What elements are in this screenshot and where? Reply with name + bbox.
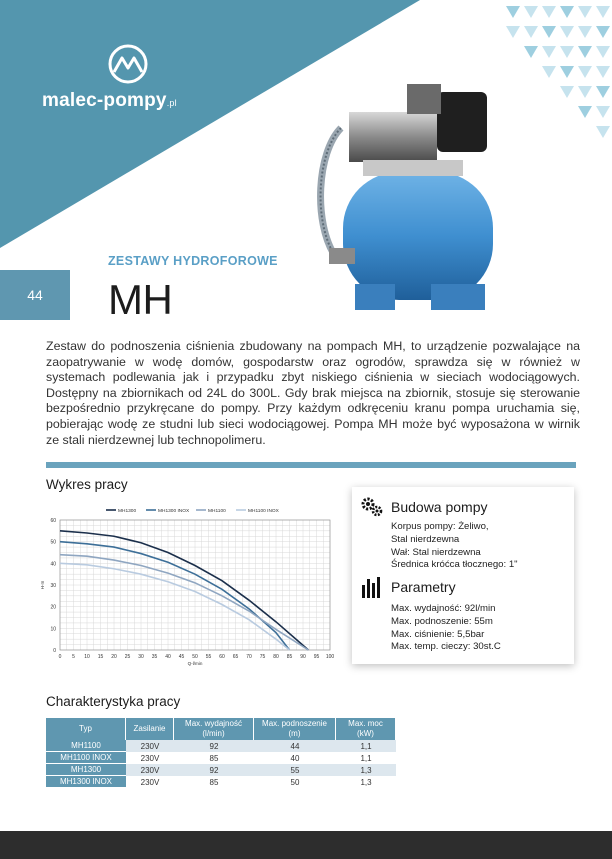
pump-illustration bbox=[295, 72, 495, 320]
logo-mark-icon bbox=[106, 42, 150, 86]
x-axis-label: Q-l/min bbox=[187, 661, 203, 666]
footer-bar bbox=[0, 831, 612, 859]
table-cell: 85 bbox=[174, 776, 254, 788]
param-item: Max. temp. cieczy: 30st.C bbox=[391, 641, 501, 653]
x-tick-label: 40 bbox=[165, 654, 171, 660]
x-tick-label: 5 bbox=[72, 654, 75, 660]
table-row bbox=[46, 752, 396, 764]
x-tick-label: 90 bbox=[300, 654, 306, 660]
table-cell: 1,1 bbox=[336, 752, 396, 764]
param-item: Max. podnoszenie: 55m bbox=[391, 615, 493, 627]
info-card bbox=[352, 487, 574, 664]
category-title: ZESTAWY HYDROFOROWE bbox=[108, 254, 278, 268]
row-type-cell: MH1300 bbox=[46, 764, 126, 776]
performance-chart bbox=[36, 500, 342, 668]
pattern-triangle bbox=[596, 126, 610, 138]
build-item: Wał: Stal nierdzewna bbox=[391, 546, 481, 558]
x-tick-label: 35 bbox=[151, 654, 158, 660]
pattern-triangle bbox=[542, 46, 556, 58]
pattern-triangle bbox=[596, 26, 610, 38]
x-tick-label: 85 bbox=[286, 654, 293, 660]
pattern-triangle bbox=[560, 26, 574, 38]
pattern-triangle bbox=[542, 66, 556, 78]
pattern-triangle bbox=[524, 46, 538, 58]
x-tick-label: 55 bbox=[205, 654, 212, 660]
table-cell: 1,3 bbox=[336, 776, 396, 788]
table-header-row bbox=[46, 718, 396, 740]
column-header: Typ bbox=[46, 718, 126, 740]
table-cell: 92 bbox=[174, 764, 254, 776]
section-divider bbox=[46, 462, 576, 468]
page-number: 44 bbox=[0, 270, 70, 320]
table-cell: 85 bbox=[174, 752, 254, 764]
table-cell: 92 bbox=[174, 740, 254, 752]
pattern-triangle bbox=[578, 6, 592, 18]
pattern-triangle bbox=[578, 86, 592, 98]
gears-icon bbox=[360, 496, 384, 518]
row-type-cell: MH1300 INOX bbox=[46, 776, 126, 788]
y-tick-label: 50 bbox=[50, 539, 56, 546]
table-cell: 50 bbox=[254, 776, 336, 788]
legend-label: MH1300 bbox=[118, 509, 137, 514]
table-row bbox=[46, 740, 396, 752]
spec-table bbox=[46, 718, 396, 788]
x-tick-label: 75 bbox=[259, 654, 266, 660]
x-tick-label: 15 bbox=[97, 654, 104, 660]
column-header: Max. moc (kW) bbox=[336, 718, 396, 740]
pattern-triangle bbox=[524, 26, 538, 38]
x-tick-label: 50 bbox=[192, 654, 198, 660]
pattern-triangle bbox=[596, 86, 610, 98]
pattern-triangle bbox=[596, 6, 610, 18]
pattern-triangle bbox=[542, 6, 556, 18]
pattern-triangle bbox=[524, 6, 538, 18]
table-row bbox=[46, 776, 396, 788]
build-list bbox=[391, 521, 518, 572]
pattern-triangle bbox=[578, 46, 592, 58]
build-item: Średnica króćca tłocznego: 1" bbox=[391, 559, 518, 571]
row-type-cell: MH1100 bbox=[46, 740, 126, 752]
x-tick-label: 0 bbox=[58, 654, 62, 660]
table-cell: 1,1 bbox=[336, 740, 396, 752]
table-cell: 1,3 bbox=[336, 764, 396, 776]
pattern-triangle bbox=[506, 6, 520, 18]
table-cell: 230V bbox=[126, 740, 174, 752]
column-header: Max. podnoszenie (m) bbox=[254, 718, 336, 740]
table-cell: 230V bbox=[126, 776, 174, 788]
table-body bbox=[46, 740, 396, 788]
table-heading: Charakterystyka pracy bbox=[46, 694, 181, 709]
legend-label: MH1100 INOX bbox=[248, 509, 279, 514]
x-tick-label: 30 bbox=[138, 654, 144, 660]
params-heading: Parametry bbox=[360, 575, 456, 599]
table-cell: 40 bbox=[254, 752, 336, 764]
x-tick-label: 70 bbox=[246, 654, 252, 660]
table-cell: 230V bbox=[126, 764, 174, 776]
table-cell: 55 bbox=[254, 764, 336, 776]
table-cell: 44 bbox=[254, 740, 336, 752]
triangle-pattern bbox=[502, 0, 612, 145]
pattern-triangle bbox=[596, 46, 610, 58]
x-tick-label: 25 bbox=[124, 654, 131, 660]
pattern-triangle bbox=[506, 26, 520, 38]
x-tick-label: 80 bbox=[273, 654, 279, 660]
pattern-triangle bbox=[542, 26, 556, 38]
build-item: Stal nierdzewna bbox=[391, 533, 460, 545]
pattern-triangle bbox=[560, 6, 574, 18]
pattern-triangle bbox=[578, 26, 592, 38]
column-header: Zasilanie bbox=[126, 718, 174, 740]
logo-wordmark: malec-pompy.pl bbox=[42, 90, 177, 111]
column-header: Max. wydajność (l/min) bbox=[174, 718, 254, 740]
legend-label: MH1100 bbox=[208, 509, 226, 514]
legend-label: MH1300 INOX bbox=[158, 509, 190, 514]
chart-heading: Wykres pracy bbox=[46, 477, 128, 492]
x-tick-label: 65 bbox=[232, 654, 239, 660]
param-item: Max. wydajność: 92l/min bbox=[391, 603, 496, 614]
build-item: Korpus pompy: Żeliwo, bbox=[391, 521, 489, 532]
pattern-triangle bbox=[596, 106, 610, 118]
pattern-triangle bbox=[578, 66, 592, 78]
y-tick-label: 20 bbox=[50, 604, 56, 611]
y-tick-label: 0 bbox=[53, 648, 56, 654]
table-cell: 230V bbox=[126, 752, 174, 764]
product-title: MH bbox=[108, 276, 173, 323]
x-tick-label: 100 bbox=[325, 654, 335, 660]
row-type-cell: MH1100 INOX bbox=[46, 752, 126, 764]
x-tick-label: 20 bbox=[111, 654, 117, 660]
pattern-triangle bbox=[560, 46, 574, 58]
x-tick-label: 45 bbox=[178, 654, 185, 660]
params-list bbox=[391, 603, 501, 654]
y-tick-label: 10 bbox=[50, 626, 56, 633]
x-tick-label: 10 bbox=[84, 654, 90, 660]
y-tick-label: 30 bbox=[50, 583, 56, 589]
param-item: Max. ciśnienie: 5,5bar bbox=[391, 628, 485, 640]
table-row bbox=[46, 764, 396, 776]
y-tick-label: 60 bbox=[50, 518, 56, 524]
pattern-triangle bbox=[578, 106, 592, 118]
x-tick-label: 95 bbox=[313, 654, 320, 660]
pattern-triangle bbox=[560, 66, 574, 78]
y-tick-label: 40 bbox=[50, 561, 56, 568]
pattern-triangle bbox=[560, 86, 574, 98]
x-tick-label: 60 bbox=[219, 654, 225, 660]
intro-paragraph: Zestaw do podnoszenia ciśnienia zbudowany na pompach MH, to urządzenie pozwalające na zaopatrywanie w wodę domów, gospodarstw oraz ogrodów, sprawdza się w również w systemach podlewania jak i przypadku zbyt niskiego ciśnienia w sieciach wodociągowych. Dostępny na zbiornikach od 24L do 300L. Gdy brak miejsca na zbiornik, stosuje się sterowanie bezpośrednio przykręcane do pompy. Przy każdym odkręceniu kranu pompa uruchamia się, pobierając wodę ze studni lub sieci wodociągowej. Pompa MH może być wyposażona w wirnik ze stali nierdzewnej lub technopolimeru. bbox=[46, 339, 580, 447]
build-heading: Budowa pompy bbox=[360, 496, 488, 518]
bar-chart-icon bbox=[360, 575, 384, 599]
pattern-triangle bbox=[596, 66, 610, 78]
y-axis-label: H-m bbox=[40, 580, 45, 590]
